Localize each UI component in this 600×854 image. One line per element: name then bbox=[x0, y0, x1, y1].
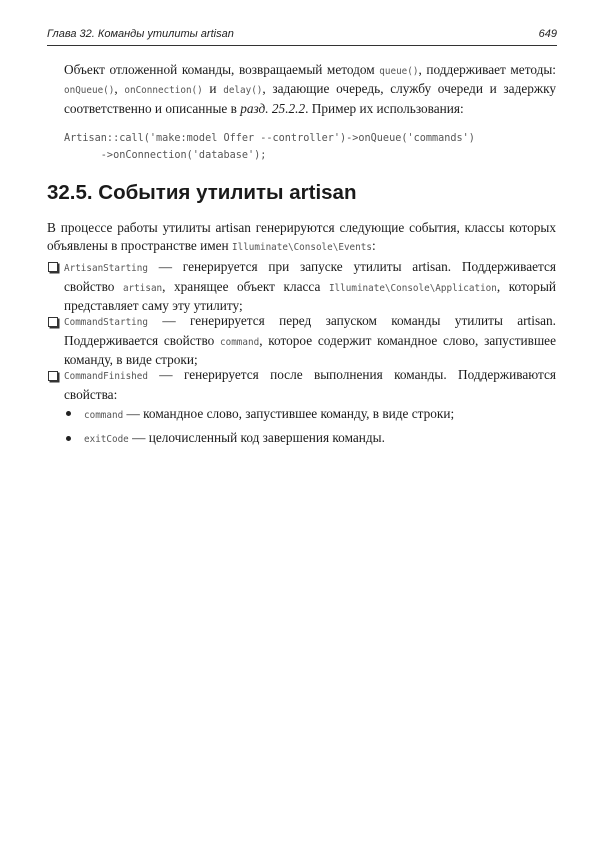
section-intro: В процессе работы утилиты artisan генерируются следующие события, классы которых объявлены в пространстве имен Illuminate\Console\Events: bbox=[47, 220, 556, 253]
code-queue: queue() bbox=[379, 66, 419, 77]
running-header bbox=[47, 28, 557, 40]
event-artisan-starting: ArtisanStarting — генерируется при запуске утилиты artisan. Поддерживается свойство artisan, хранящее объект класса Illuminate\Console\Application, который представляет саму эту утилиту; bbox=[64, 259, 556, 314]
header-rule bbox=[47, 45, 557, 46]
checkbox-bullet-icon bbox=[48, 317, 58, 327]
chapter-title: Глава 32. Команды утилиты artisan bbox=[47, 28, 234, 40]
section-heading: 32.5. События утилиты artisan bbox=[47, 181, 357, 204]
code-line-1: Artisan::call('make:model Offer --controller')->onQueue('commands') bbox=[64, 133, 475, 144]
code-onconnection: onConnection() bbox=[124, 85, 203, 97]
code-onqueue: onQueue() bbox=[64, 85, 115, 97]
event-name: CommandFinished bbox=[64, 371, 148, 382]
event-command-starting: CommandStarting — генерируется перед запуском команды утилиты artisan. Поддерживается свойство command, которое содержит командное слово, запустившее команду, в виде строки; bbox=[64, 313, 556, 368]
bullet-dot-icon bbox=[66, 411, 71, 416]
code-delay: delay() bbox=[223, 85, 263, 97]
code-line-2: ->onConnection('database'); bbox=[64, 150, 267, 161]
intro-paragraph: Объект отложенной команды, возвращаемый методом queue(), поддерживает методы: onQueue(), onConnection() и delay(), задающие очередь, службу очереди и задержку соответственно и описанные в разд. 25.2.2. Пример их использования: bbox=[64, 62, 556, 116]
checkbox-bullet-icon bbox=[48, 262, 58, 272]
bullet-dot-icon bbox=[66, 436, 71, 441]
checkbox-bullet-icon bbox=[48, 371, 58, 381]
event-name: CommandStarting bbox=[64, 317, 148, 328]
property-command: command — командное слово, запустившее команду, в виде строки; bbox=[84, 406, 455, 421]
section-reference: разд. 25.2.2 bbox=[240, 100, 306, 116]
event-name: ArtisanStarting bbox=[64, 263, 148, 274]
event-command-finished: CommandFinished — генерируется после выполнения команды. Поддерживаются свойства: bbox=[64, 367, 556, 402]
namespace-code: Illuminate\Console\Events bbox=[232, 241, 372, 253]
page-number: 649 bbox=[538, 28, 557, 40]
property-exitcode: exitCode — целочисленный код завершения команды. bbox=[84, 430, 385, 445]
